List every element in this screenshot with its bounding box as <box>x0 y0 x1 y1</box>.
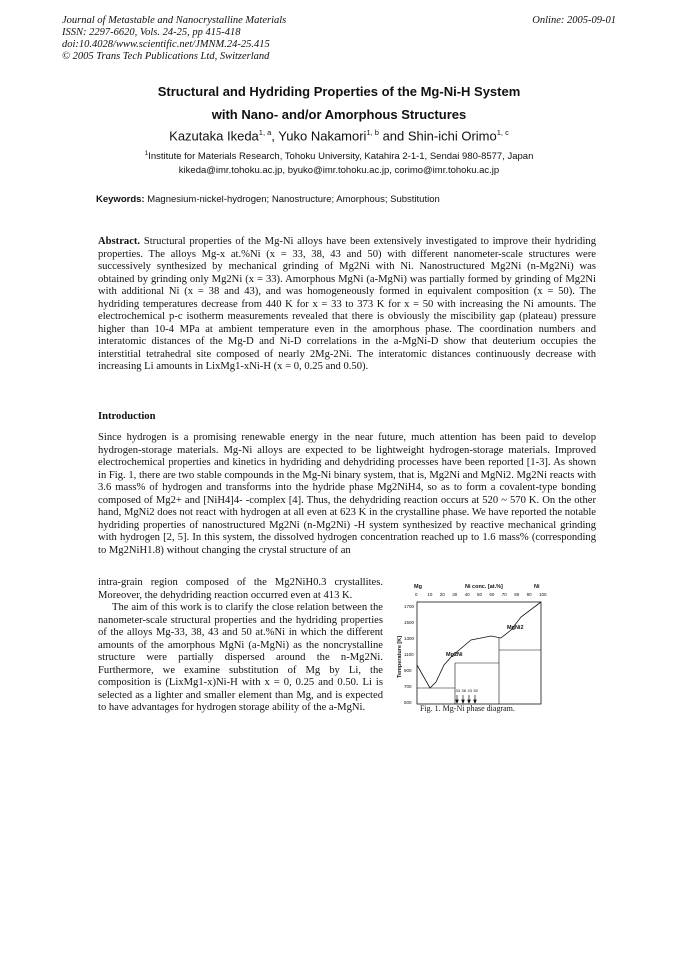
x-tick-label: 20 <box>439 592 445 597</box>
keywords-label: Keywords: <box>96 194 145 205</box>
author-separator: and <box>378 128 408 144</box>
abstract-label: Abstract. <box>98 236 141 247</box>
introduction-paragraph-continued: intra-grain region composed of the Mg2NiH0.3 crystallites. Moreover, the dehydriding reaction occurred even at 413 K. <box>98 577 383 601</box>
author-list <box>62 128 616 143</box>
abstract <box>98 236 596 374</box>
y-tick-label: 1100 <box>404 652 414 657</box>
x-tick-label: 40 <box>464 592 470 597</box>
x-tick-label: 10 <box>427 592 433 597</box>
arrow-head-icon <box>468 700 471 703</box>
introduction-column <box>98 577 383 715</box>
x-tick-label: 80 <box>514 592 520 597</box>
x-tick-label: 90 <box>526 592 532 597</box>
affiliation-text: Institute for Materials Research, Tohoku University, Katahira 2-1-1, Sendai 980-8577, Japan <box>148 151 534 163</box>
affiliation <box>62 150 616 162</box>
author-separator: , <box>271 128 279 144</box>
journal-doi: doi:10.4028/www.scientific.net/JMNM.24-25.415 <box>62 39 270 50</box>
online-date: Online: 2005-09-01 <box>532 15 616 26</box>
author-name: Kazutaka Ikeda <box>169 128 259 144</box>
author-affil-sup: 1, b <box>366 128 379 137</box>
x-tick-label: 60 <box>489 592 495 597</box>
arrow-label: 50 <box>473 688 478 693</box>
arrow-head-icon <box>456 700 459 703</box>
journal-name: Journal of Metastable and Nanocrystalline Materials <box>62 15 287 26</box>
y-tick-label: 1700 <box>404 604 415 609</box>
arrow-label: 43 <box>467 688 472 693</box>
mg-end-label: Mg <box>414 584 422 590</box>
x-tick-label: 100 <box>539 592 547 597</box>
plot-frame <box>417 602 541 704</box>
affiliation-sup: 1 <box>144 150 149 157</box>
paper-title-line2: with Nano- and/or Amorphous Structures <box>211 107 467 122</box>
ni-end-label: Ni <box>534 584 540 590</box>
phase-label-mg2ni: Mg2Ni <box>446 652 463 658</box>
arrow-label: 33 <box>455 688 460 693</box>
y-tick-label: 1300 <box>404 636 415 641</box>
phase-label-mgni2: MgNi2 <box>507 625 524 631</box>
introduction-paragraph: The aim of this work is to clarify the close relation between the nanometer-scale structural properties and the hydriding properties of the alloys Mg-33, 38, 43 and 50 at.%Ni in which the different amounts of the amorphous MgNi (a-MgNi) as the noncrystalline structure were partially dispersed around the n-Mg2Ni. Furthermore, we examine substitution of Mg by Li, the composition is (LixMg1-x)Ni-H with x = 0, 0.25 and 0.50. Li is selected as a lighter and smaller element than Mg, and is expected to have advantages for hydrogen storage ability of the a-MgNi. <box>98 602 383 713</box>
phase-diagram-figure <box>389 580 597 715</box>
x-tick-label: 30 <box>452 592 458 597</box>
x-tick-label: 0 <box>415 592 418 597</box>
liquidus-line <box>417 602 541 688</box>
arrow-head-icon <box>474 700 477 703</box>
x-tick-label: 70 <box>501 592 507 597</box>
author-emails: kikeda@imr.tohoku.ac.jp, byuko@imr.tohoku.ac.jp, corimo@imr.tohoku.ac.jp <box>178 165 500 176</box>
y-tick-label: 900 <box>404 668 412 673</box>
figure-xlabel: Ni conc. [at.%] <box>465 584 503 590</box>
figure-caption: Fig. 1. Mg-Ni phase diagram. <box>420 704 515 713</box>
x-tick-label: 50 <box>477 592 483 597</box>
y-tick-label: 700 <box>404 684 412 689</box>
abstract-text: Structural properties of the Mg-Ni alloys have been extensively investigated to improve their hydriding properties. The alloys Mg-x at.%Ni (x = 33, 38, 43 and 50) with different nanometer-scale structures were successively synthesized by mechanical grinding of Mg2Ni with Ni. Nanostructured Mg2Ni (n-Mg2Ni) was obtained by grinding only Mg2Ni (x = 33). Amorphous MgNi (a-MgNi) was partially formed by grinding of Mg2Ni with additional Ni (x = 38 and 43), and was homogeneously formed in equivalent composition (x = 50). The hydriding temperatures decrease from 440 K for x = 33 to 373 K for x = 50 with increasing the Ni amounts. The electrochemical p-c isotherm measurements revealed that there is obviously the miscibility gap (plateau) pressure higher than 10-4 MPa at ambient temperature even in the amorphous phase. The coordination numbers and interatomic distances of the Mg-D and Ni-D correlations in the a-MgNi-D show that deuterium occupies the interstitial tetrahedral site composed of nearly 2Mg-2Ni. The interatomic distances continuously decrease with increasing Li amounts in LixMg1-xNi-H (x = 0, 0.25 and 0.50). <box>98 236 596 372</box>
arrow-head-icon <box>462 700 465 703</box>
y-tick-label: 500 <box>404 700 412 705</box>
author-affil-sup: 1, a <box>258 128 272 137</box>
keywords <box>96 194 440 205</box>
journal-copyright: © 2005 Trans Tech Publications Ltd, Switzerland <box>62 51 270 62</box>
y-tick-label: 1500 <box>404 620 415 625</box>
journal-header <box>62 15 286 63</box>
keywords-text: Magnesium-nickel-hydrogen; Nanostructure; Amorphous; Substitution <box>144 194 440 205</box>
paper-title-line1: Structural and Hydriding Properties of the Mg-Ni-H System <box>157 84 521 99</box>
author-name: Shin-ichi Orimo <box>407 128 497 144</box>
author-affil-sup: 1, c <box>496 128 509 137</box>
introduction-paragraph: Since hydrogen is a promising renewable energy in the near future, much attention has been paid to develop hydrogen-storage materials. Mg-Ni alloys are expected to be lightweight hydrogen-storage materials. Improved electrochemical properties and kinetics in hydriding and dehydriding processes have been reported [1-3]. As shown in Fig. 1, there are two stable compounds in the Mg-Ni binary system, that is, Mg2Ni and MgNi2. Mg2Ni reacts with 3.6 mass% of hydrogen and transforms into the hydride phase Mg2NiH4, so as to form a covalent-type bonding composed of Mg2+ and [NiH4]4- -complex [4]. Thus, the dehydriding reaction occurs at 520 ~ 570 K. On the other hand, MgNi2 does not react with hydrogen at all even at 623 K in the crystalline phase. We have reported the notable hydriding properties of nanostructured Mg2Ni (n-Mg2Ni) -H system synthesized by reactive mechanical grinding with hydrogen [2, 5]. In this system, the dissolved hydrogen concentration reached up to 1.6 mass% (corresponding to Mg2NiH1.8) without changing the crystal structure of an <box>98 432 596 556</box>
author-name: Yuko Nakamori <box>278 128 367 144</box>
journal-issn: ISSN: 2297-6620, Vols. 24-25, pp 415-418 <box>62 27 241 38</box>
introduction-heading: Introduction <box>98 411 156 422</box>
arrow-label: 38 <box>461 688 466 693</box>
figure-ylabel: Temperature [K] <box>397 635 403 678</box>
